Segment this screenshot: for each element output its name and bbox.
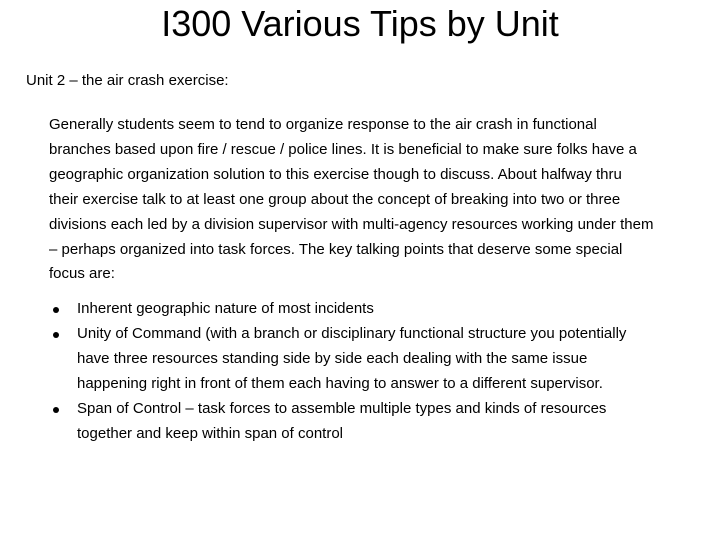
- bullet-item-span-of-control: [49, 397, 649, 447]
- slide-title: I300 Various Tips by Unit: [161, 3, 559, 44]
- body-paragraph: Generally students seem to tend to organize response to the air crash in functional branches based upon fire / rescue / police lines. It is beneficial to make sure folks have a geographic organization solution to this exercise though to discuss. About halfway thru their exercise talk to at least one group about the concept of breaking into two or three divisions each led by a division supervisor with multi-agency resources working under them – perhaps organized into task forces. The key talking points that deserve some special focus are:: [49, 116, 654, 283]
- bullet-item-geographic: [49, 297, 649, 322]
- unit-heading: Unit 2 – the air crash exercise:: [26, 72, 229, 89]
- bullet-item-unity-of-command: [49, 322, 649, 397]
- bullet-text: Inherent geographic nature of most incidents: [77, 300, 374, 317]
- bullet-icon: [53, 307, 59, 313]
- bullet-text: Unity of Command (with a branch or disciplinary functional structure you potentially have three resources standing side by side each dealing with the same issue happening right in front of them each having to answer to a different supervisor.: [77, 324, 627, 392]
- bullet-icon: [53, 407, 59, 413]
- bullet-text: Span of Control – task forces to assemble multiple types and kinds of resources together and keep within span of control: [77, 399, 607, 442]
- bullet-icon: [53, 332, 59, 338]
- bullet-list: [49, 297, 649, 446]
